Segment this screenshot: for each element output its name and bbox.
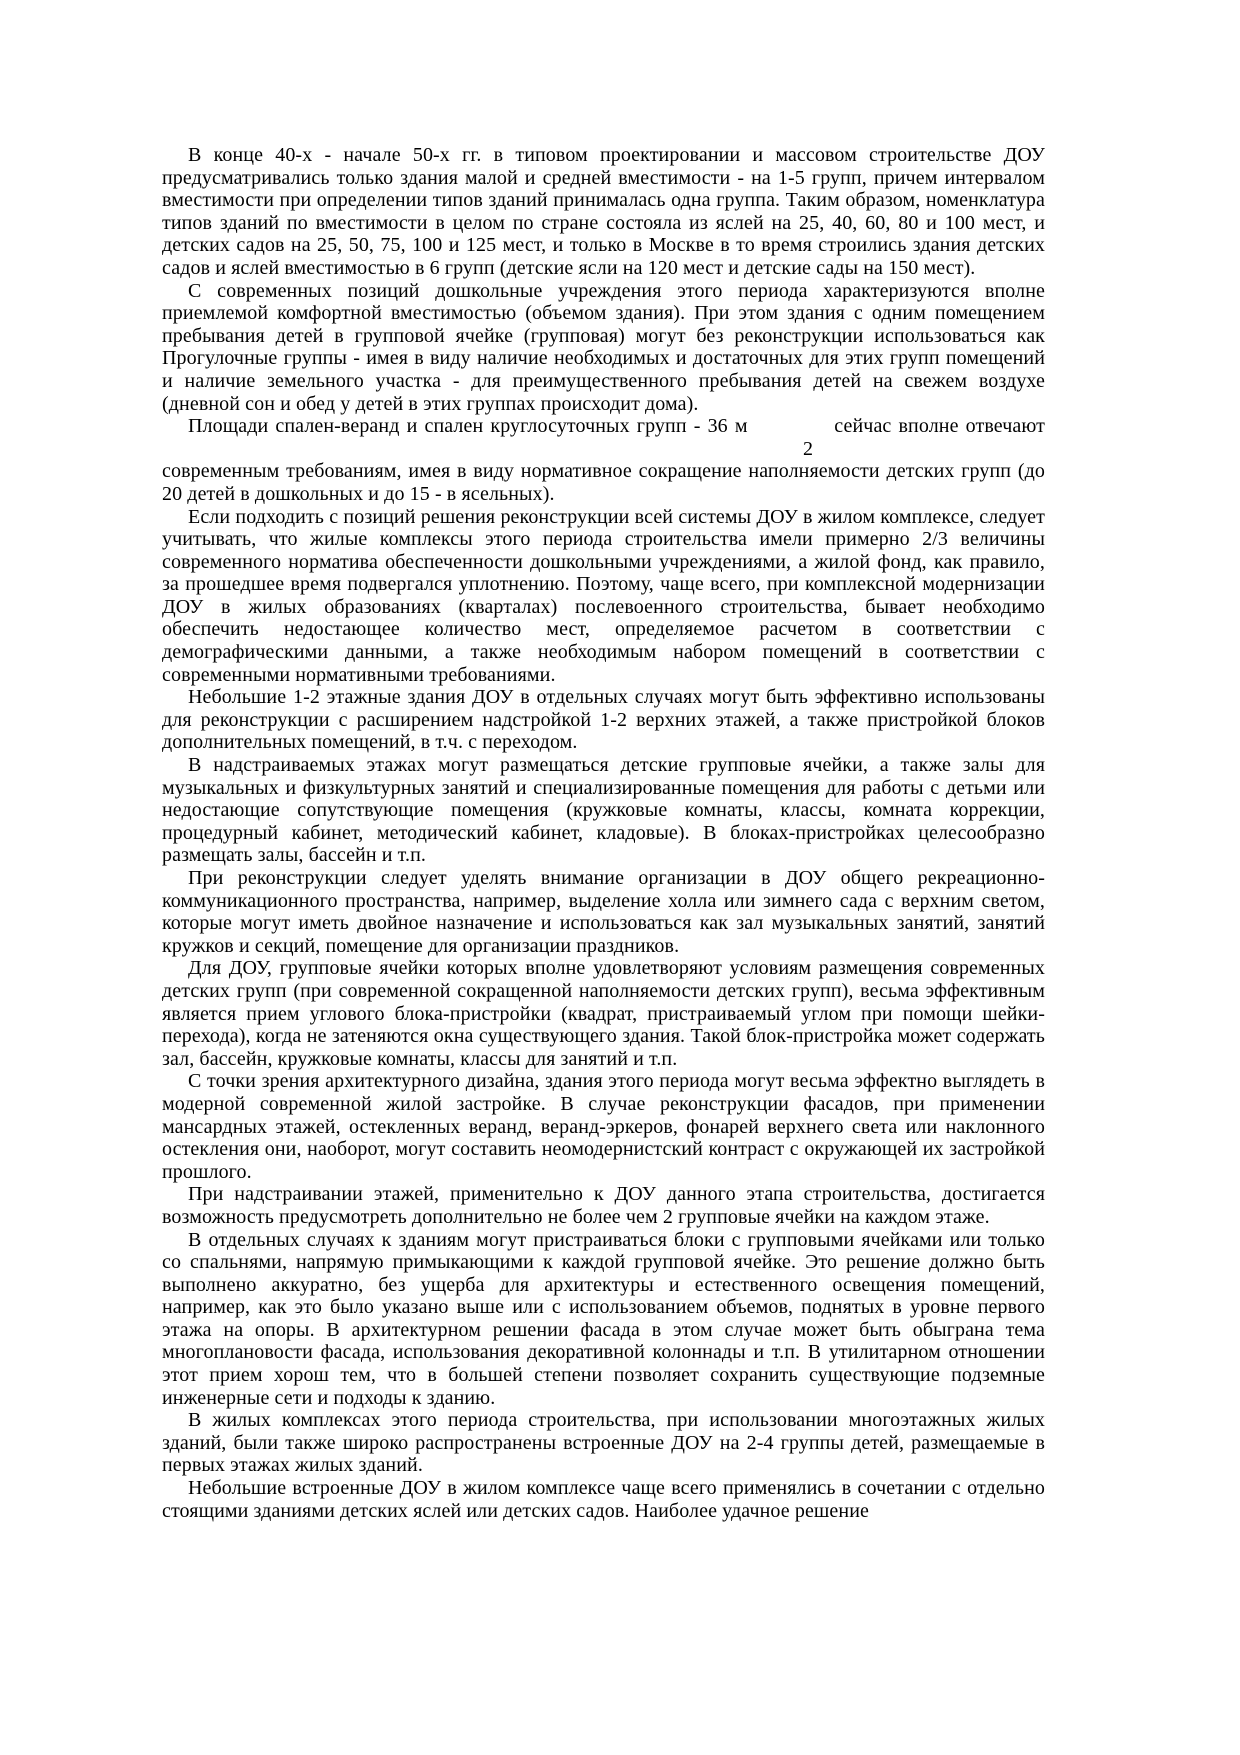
paragraph: При надстраивании этажей, применительно к ДОУ данного этапа строительства, достигается возможность предусмотреть дополнительно не более чем 2 групповые ячейки на каждом этаже.	[162, 1183, 1045, 1228]
paragraph: При реконструкции следует уделять внимание организации в ДОУ общего рекреационно-коммуникационного пространства, например, выделение холла или зимнего сада с верхним светом, которые могут иметь двойное назначение и использоваться как зал музыкальных занятий, занятий кружков и секций, помещение для организации праздников.	[162, 867, 1045, 957]
superscript-two-line	[162, 438, 1045, 461]
paragraph: Для ДОУ, групповые ячейки которых вполне удовлетворяют условиям размещения современных детских групп (при современной сокращенной наполняемости детских групп), весьма эффективным является прием углового блока-пристройки (квадрат, пристраиваемый углом при помощи шейки-перехода), когда не затеняются окна существующего здания. Такой блок-пристройка может содержать зал, бассейн, кружковые комнаты, классы для занятий и т.п.	[162, 957, 1045, 1070]
paragraph: С современных позиций дошкольные учреждения этого периода характеризуются вполне приемлемой комфортной вместимостью (объемом здания). При этом здания с одним помещением пребывания детей в групповой ячейке (групповая) могут без реконструкции использоваться как Прогулочные группы - имея в виду наличие необходимых и достаточных для этих групп помещений и наличие земельного участка - для преимущественного пребывания детей на свежем воздухе (дневной сон и обед у детей в этих группах происходит дома).	[162, 279, 1045, 415]
area-line-after-gap: сейчас вполне отвечают	[834, 415, 1045, 438]
paragraph: В надстраиваемых этажах могут размещаться детские групповые ячейки, а также залы для музыкальных и физкультурных занятий и специализированные помещения для работы с детьми или недостающие сопутствующие помещения (кружковые комнаты, классы, комната коррекции, процедурный кабинет, методический кабинет, кладовые). В блоках-пристройках целесообразно размещать залы, бассейн и т.п.	[162, 754, 1045, 867]
paragraph: В жилых комплексах этого периода строительства, при использовании многоэтажных жилых зданий, были также широко распространены встроенные ДОУ на 2-4 группы детей, размещаемые в первых этажах жилых зданий.	[162, 1409, 1045, 1477]
paragraph: Если подходить с позиций решения реконструкции всей системы ДОУ в жилом комплексе, следует учитывать, что жилые комплексы этого периода строительства имели примерно 2/3 величины современного норматива обеспеченности дошкольными учреждениями, а жилой фонд, как правило, за прошедшее время подвергался уплотнению. Поэтому, чаще всего, при комплексной модернизации ДОУ в жилых образованиях (кварталах) послевоенного строительства, бывает необходимо обеспечить недостающее количество мест, определяемое расчетом в соответствии с демографическими данными, а также необходимым набором помещений в соответствии с современными нормативными требованиями.	[162, 505, 1045, 686]
text-block	[162, 144, 1045, 1522]
superscript-gap	[748, 415, 835, 438]
paragraph: Небольшие 1-2 этажные здания ДОУ в отдельных случаях могут быть эффективно использованы для реконструкции с расширением надстройкой 1-2 верхних этажей, а также пристройкой блоков дополнительных помещений, в т.ч. с переходом.	[162, 686, 1045, 754]
superscript-two: 2	[803, 437, 814, 460]
paragraph: современным требованиям, имея в виду нормативное сокращение наполняемости детских групп (до 20 детей в дошкольных и до 15 - в ясельных).	[162, 460, 1045, 505]
area-line-before-gap: Площади спален-веранд и спален круглосуточных групп - 36 м	[188, 415, 748, 438]
paragraph: В отдельных случаях к зданиям могут пристраиваться блоки с групповыми ячейками или только со спальнями, напрямую примыкающими к каждой групповой ячейке. Это решение должно быть выполнено аккуратно, без ущерба для архитектуры и естественного освещения помещений, например, как это было указано выше или с использованием объемов, поднятых в уровне первого этажа на опоры. В архитектурном решении фасада в этом случае может быть обыграна тема многоплановости фасада, использования декоративной колоннады и т.п. В утилитарном отношении этот прием хорош тем, что в большей степени позволяет сохранить существующие подземные инженерные сети и подходы к зданию.	[162, 1228, 1045, 1409]
paragraph: С точки зрения архитектурного дизайна, здания этого периода могут весьма эффектно выглядеть в модерной современной жилой застройке. В случае реконструкции фасадов, при применении мансардных этажей, остекленных веранд, веранд-эркеров, фонарей верхнего света или наклонного остекления они, наоборот, могут составить неомодернистский контраст с окружающей их застройкой прошлого.	[162, 1070, 1045, 1183]
paragraph: В конце 40-х - начале 50-х гг. в типовом проектировании и массовом строительстве ДОУ предусматривались только здания малой и средней вместимости - на 1-5 групп, причем интервалом вместимости при определении типов зданий принималась одна группа. Таким образом, номенклатура типов зданий по вместимости в целом по стране состояла из яслей на 25, 40, 60, 80 и 100 мест, и детских садов на 25, 50, 75, 100 и 125 мест, и только в Москве в то время строились здания детских садов и яслей вместимостью в 6 групп (детские ясли на 120 мест и детские сады на 150 мест).	[162, 144, 1045, 279]
area-line	[162, 415, 1045, 438]
paragraph: Небольшие встроенные ДОУ в жилом комплексе чаще всего применялись в сочетании с отдельно стоящими зданиями детских яслей или детских садов. Наиболее удачное решение	[162, 1477, 1045, 1522]
